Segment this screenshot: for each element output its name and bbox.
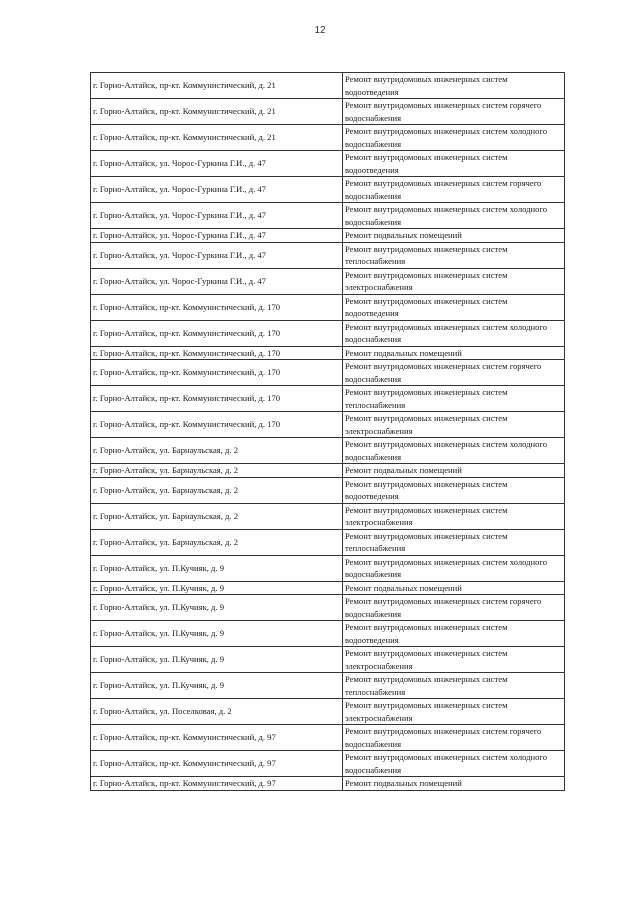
work-cell: Ремонт внутридомовых инженерных систем горячего водоснабжения bbox=[343, 725, 565, 751]
table-row bbox=[91, 203, 565, 229]
works-table-body bbox=[91, 73, 565, 791]
table-row bbox=[91, 360, 565, 386]
address-cell: г. Горно-Алтайск, ул. П.Кучияк, д. 9 bbox=[91, 647, 343, 673]
work-cell: Ремонт внутридомовых инженерных систем электроснабжения bbox=[343, 268, 565, 294]
work-cell: Ремонт внутридомовых инженерных систем теплоснабжения bbox=[343, 673, 565, 699]
address-cell: г. Горно-Алтайск, ул. Барнаульская, д. 2 bbox=[91, 529, 343, 555]
address-cell: г. Горно-Алтайск, ул. Чорос-Гуркина Г.И., д. 47 bbox=[91, 242, 343, 268]
table-row bbox=[91, 751, 565, 777]
work-cell: Ремонт внутридомовых инженерных систем водоотведения bbox=[343, 477, 565, 503]
table-row bbox=[91, 73, 565, 99]
work-cell: Ремонт внутридомовых инженерных систем водоотведения bbox=[343, 73, 565, 99]
work-cell: Ремонт внутридомовых инженерных систем теплоснабжения bbox=[343, 386, 565, 412]
table-row bbox=[91, 294, 565, 320]
work-cell: Ремонт внутридомовых инженерных систем горячего водоснабжения bbox=[343, 595, 565, 621]
address-cell: г. Горно-Алтайск, пр-кт. Коммунистический, д. 97 bbox=[91, 751, 343, 777]
table-row bbox=[91, 438, 565, 464]
work-cell: Ремонт внутридомовых инженерных систем холодного водоснабжения bbox=[343, 438, 565, 464]
address-cell: г. Горно-Алтайск, пр-кт. Коммунистический, д. 170 bbox=[91, 360, 343, 386]
table-row bbox=[91, 673, 565, 699]
table-row bbox=[91, 177, 565, 203]
table-row bbox=[91, 464, 565, 478]
table-row bbox=[91, 555, 565, 581]
address-cell: г. Горно-Алтайск, ул. Чорос-Гуркина Г.И., д. 47 bbox=[91, 229, 343, 243]
address-cell: г. Горно-Алтайск, ул. П.Кучияк, д. 9 bbox=[91, 673, 343, 699]
page-number: 12 bbox=[314, 25, 326, 36]
address-cell: г. Горно-Алтайск, ул. Барнаульская, д. 2 bbox=[91, 503, 343, 529]
work-cell: Ремонт внутридомовых инженерных систем горячего водоснабжения bbox=[343, 177, 565, 203]
address-cell: г. Горно-Алтайск, пр-кт. Коммунистический, д. 21 bbox=[91, 73, 343, 99]
table-row bbox=[91, 346, 565, 360]
table-row bbox=[91, 477, 565, 503]
address-cell: г. Горно-Алтайск, ул. Чорос-Гуркина Г.И., д. 47 bbox=[91, 203, 343, 229]
work-cell: Ремонт внутридомовых инженерных систем холодного водоснабжения bbox=[343, 320, 565, 346]
table-row bbox=[91, 151, 565, 177]
work-cell: Ремонт внутридомовых инженерных систем горячего водоснабжения bbox=[343, 360, 565, 386]
address-cell: г. Горно-Алтайск, ул. Чорос-Гуркина Г.И., д. 47 bbox=[91, 177, 343, 203]
address-cell: г. Горно-Алтайск, ул. П.Кучияк, д. 9 bbox=[91, 581, 343, 595]
address-cell: г. Горно-Алтайск, ул. Барнаульская, д. 2 bbox=[91, 464, 343, 478]
table-row bbox=[91, 386, 565, 412]
table-row bbox=[91, 647, 565, 673]
address-cell: г. Горно-Алтайск, ул. Барнаульская, д. 2 bbox=[91, 477, 343, 503]
address-cell: г. Горно-Алтайск, ул. Чорос-Гуркина Г.И., д. 47 bbox=[91, 268, 343, 294]
table-row bbox=[91, 595, 565, 621]
work-cell: Ремонт внутридомовых инженерных систем холодного водоснабжения bbox=[343, 125, 565, 151]
work-cell: Ремонт внутридомовых инженерных систем электроснабжения bbox=[343, 412, 565, 438]
table-row bbox=[91, 777, 565, 791]
address-cell: г. Горно-Алтайск, ул. П.Кучияк, д. 9 bbox=[91, 555, 343, 581]
address-cell: г. Горно-Алтайск, ул. П.Кучияк, д. 9 bbox=[91, 621, 343, 647]
address-cell: г. Горно-Алтайск, пр-кт. Коммунистический, д. 21 bbox=[91, 99, 343, 125]
work-cell: Ремонт внутридомовых инженерных систем водоотведения bbox=[343, 294, 565, 320]
address-cell: г. Горно-Алтайск, ул. Поселковая, д. 2 bbox=[91, 699, 343, 725]
table-row bbox=[91, 529, 565, 555]
work-cell: Ремонт внутридомовых инженерных систем теплоснабжения bbox=[343, 242, 565, 268]
address-cell: г. Горно-Алтайск, пр-кт. Коммунистический, д. 170 bbox=[91, 412, 343, 438]
table-row bbox=[91, 99, 565, 125]
table-row bbox=[91, 725, 565, 751]
address-cell: г. Горно-Алтайск, пр-кт. Коммунистический, д. 97 bbox=[91, 777, 343, 791]
address-cell: г. Горно-Алтайск, пр-кт. Коммунистический, д. 170 bbox=[91, 320, 343, 346]
address-cell: г. Горно-Алтайск, пр-кт. Коммунистический, д. 97 bbox=[91, 725, 343, 751]
table-row bbox=[91, 242, 565, 268]
table-row bbox=[91, 125, 565, 151]
work-cell: Ремонт внутридомовых инженерных систем электроснабжения bbox=[343, 647, 565, 673]
table-row bbox=[91, 699, 565, 725]
table-row bbox=[91, 621, 565, 647]
work-cell: Ремонт внутридомовых инженерных систем горячего водоснабжения bbox=[343, 99, 565, 125]
address-cell: г. Горно-Алтайск, ул. П.Кучияк, д. 9 bbox=[91, 595, 343, 621]
table-row bbox=[91, 503, 565, 529]
work-cell: Ремонт подвальных помещений bbox=[343, 777, 565, 791]
work-cell: Ремонт подвальных помещений bbox=[343, 464, 565, 478]
work-cell: Ремонт подвальных помещений bbox=[343, 229, 565, 243]
work-cell: Ремонт внутридомовых инженерных систем теплоснабжения bbox=[343, 529, 565, 555]
table-row bbox=[91, 581, 565, 595]
table-row bbox=[91, 320, 565, 346]
table-row bbox=[91, 229, 565, 243]
work-cell: Ремонт внутридомовых инженерных систем водоотведения bbox=[343, 621, 565, 647]
address-cell: г. Горно-Алтайск, пр-кт. Коммунистический, д. 21 bbox=[91, 125, 343, 151]
works-table bbox=[90, 72, 565, 791]
work-cell: Ремонт внутридомовых инженерных систем водоотведения bbox=[343, 151, 565, 177]
work-cell: Ремонт внутридомовых инженерных систем холодного водоснабжения bbox=[343, 203, 565, 229]
address-cell: г. Горно-Алтайск, ул. Чорос-Гуркина Г.И., д. 47 bbox=[91, 151, 343, 177]
address-cell: г. Горно-Алтайск, ул. Барнаульская, д. 2 bbox=[91, 438, 343, 464]
work-cell: Ремонт внутридомовых инженерных систем электроснабжения bbox=[343, 699, 565, 725]
address-cell: г. Горно-Алтайск, пр-кт. Коммунистический, д. 170 bbox=[91, 294, 343, 320]
address-cell: г. Горно-Алтайск, пр-кт. Коммунистический, д. 170 bbox=[91, 386, 343, 412]
work-cell: Ремонт подвальных помещений bbox=[343, 581, 565, 595]
work-cell: Ремонт подвальных помещений bbox=[343, 346, 565, 360]
address-cell: г. Горно-Алтайск, пр-кт. Коммунистический, д. 170 bbox=[91, 346, 343, 360]
work-cell: Ремонт внутридомовых инженерных систем электроснабжения bbox=[343, 503, 565, 529]
table-row bbox=[91, 412, 565, 438]
work-cell: Ремонт внутридомовых инженерных систем холодного водоснабжения bbox=[343, 555, 565, 581]
work-cell: Ремонт внутридомовых инженерных систем холодного водоснабжения bbox=[343, 751, 565, 777]
table-row bbox=[91, 268, 565, 294]
